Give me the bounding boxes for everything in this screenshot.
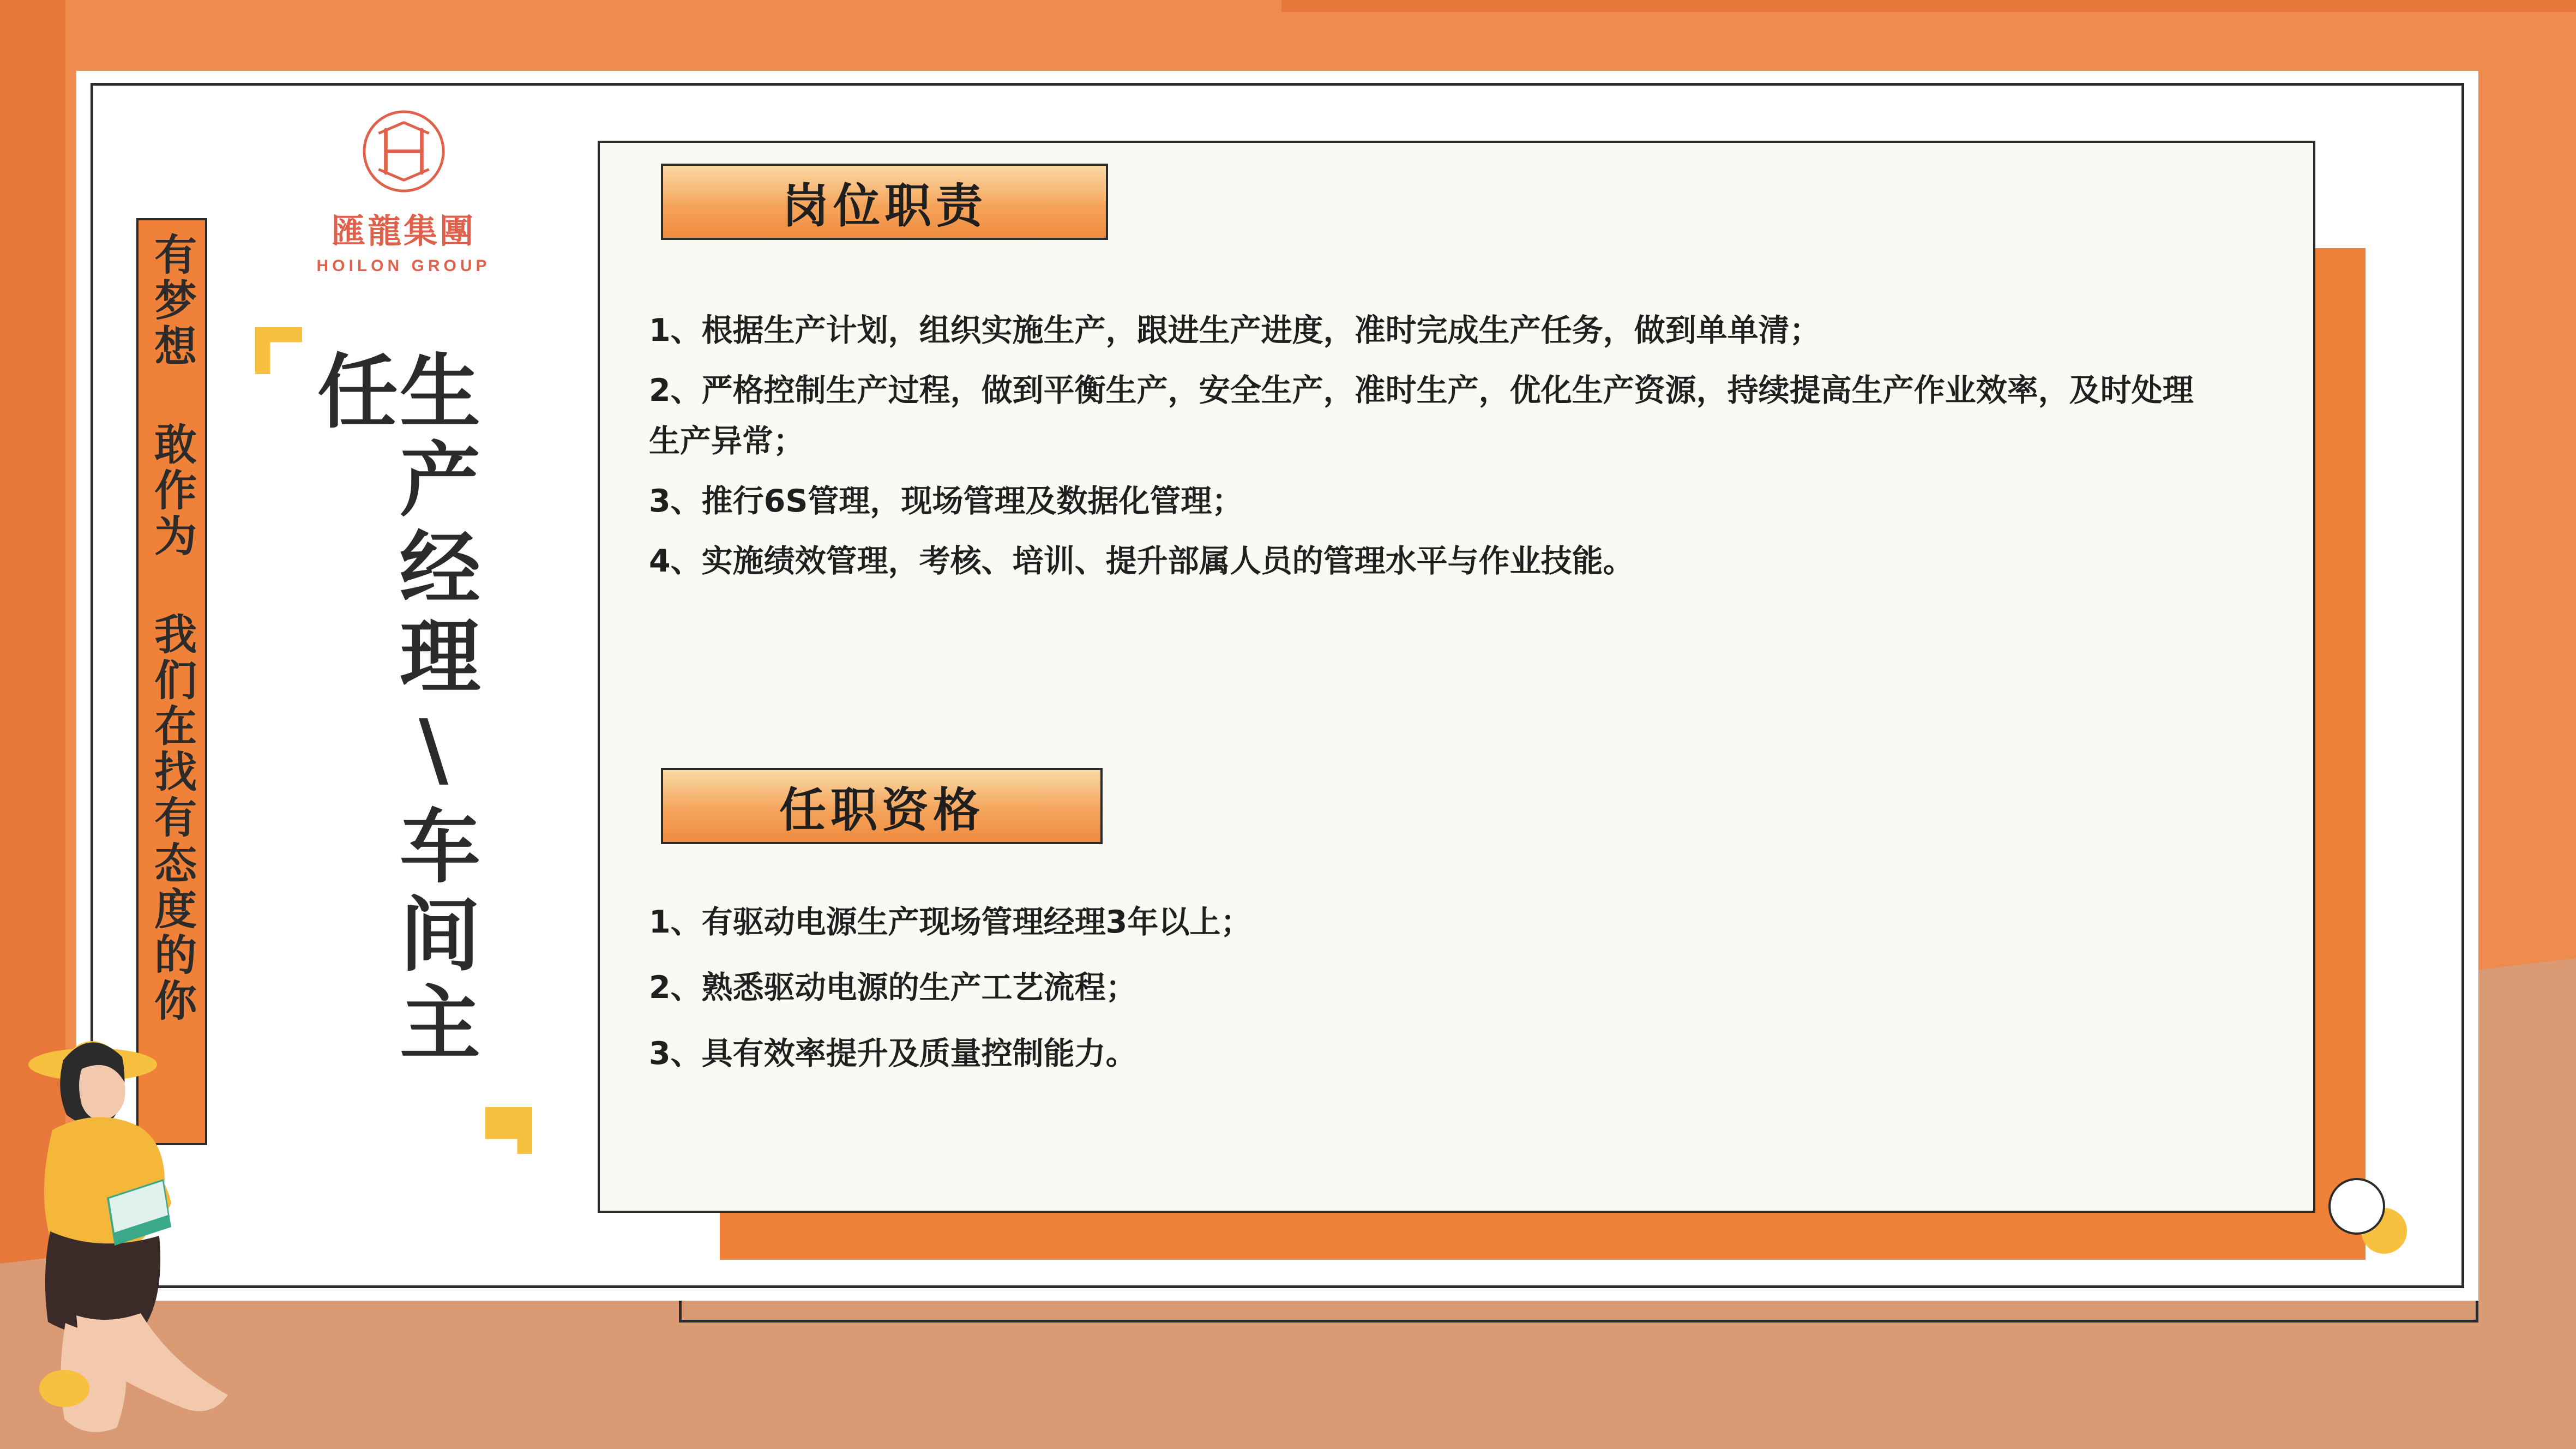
section-heading-duties-label: 岗位职责 [782, 179, 987, 233]
duties-list [649, 305, 2219, 597]
list-item: 4、实施绩效管理，考核、培训、提升部属人员的管理水平与作业技能。 [649, 543, 1634, 580]
background-top-strip [1281, 0, 2576, 12]
list-item: 3、具有效率提升及质量控制能力。 [649, 1035, 1137, 1072]
qualifications-list [649, 897, 2219, 1094]
section-heading-qualifications [661, 768, 1103, 844]
section-heading-duties [661, 164, 1108, 240]
brand-name-cn: 匯龍集團 [331, 211, 476, 251]
brand-name-en: HOILON GROUP [316, 257, 491, 275]
section-heading-qualifications-label: 任职资格 [779, 783, 984, 838]
job-title: 生产经理\车间主任 [304, 349, 480, 1069]
list-item: 3、推行6S管理，现场管理及数据化管理； [649, 483, 1243, 519]
list-item: 1、根据生产计划，组织实施生产，跟进生产进度，准时完成生产任务，做到单单清； [649, 312, 1821, 348]
hoilon-h-monogram-icon [359, 106, 449, 196]
list-item: 2、熟悉驱动电源的生产工艺流程； [649, 970, 1137, 1006]
brand-logo [294, 106, 513, 275]
slogan-text: 有梦想 敢作为 我们在找有态度的你 [147, 232, 197, 1024]
circle-icon [2328, 1178, 2385, 1235]
list-item: 1、有驱动电源生产现场管理经理3年以上； [649, 904, 1252, 940]
reading-woman-illustration-icon [0, 1003, 338, 1449]
list-item: 2、严格控制生产过程，做到平衡生产，安全生产，准时生产，优化生产资源，持续提高生产作业效率，及时处理生产异常； [649, 372, 2194, 459]
